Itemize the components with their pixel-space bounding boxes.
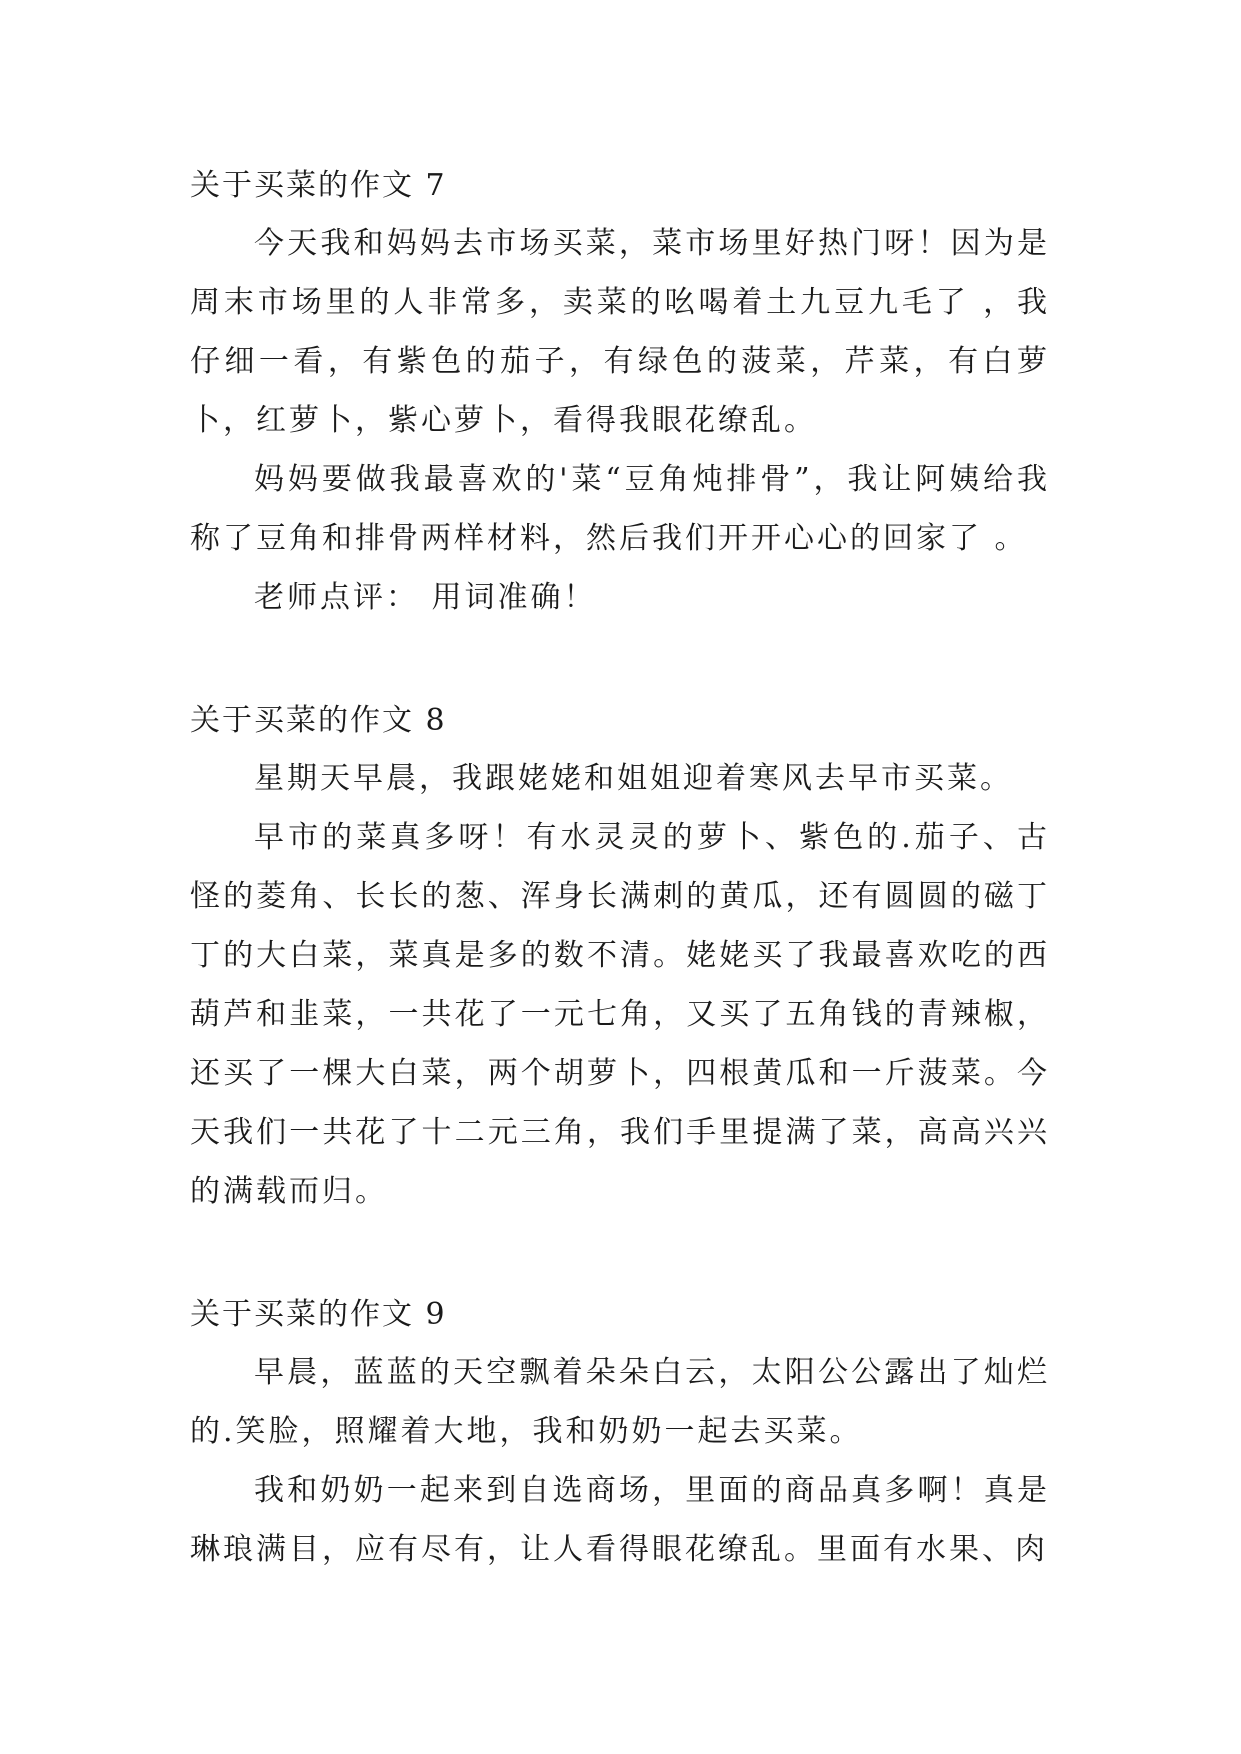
paragraph: 早晨，蓝蓝的天空飘着朵朵白云，太阳公公露出了灿烂的.笑脸，照耀着大地，我和奶奶一起去买菜。 xyxy=(190,1355,1050,1449)
section-title: 关于买菜的作文 8 xyxy=(190,703,447,738)
essay-section-9 xyxy=(190,1287,1050,1579)
section-title: 关于买菜的作文 7 xyxy=(190,168,447,203)
document-page xyxy=(190,158,1050,1579)
paragraph: 妈妈要做我最喜欢的'菜“豆角炖排骨”，我让阿姨给我称了豆角和排骨两样材料，然后我们开开心心的回家了 。 xyxy=(190,462,1050,556)
paragraph: 今天我和妈妈去市场买菜，菜市场里好热门呀！因为是周末市场里的人非常多，卖菜的吆喝着土九豆九毛了 ，我仔细一看，有紫色的茄子，有绿色的菠菜，芹菜，有白萝卜，红萝卜，紫心萝卜，看得我眼花缭乱。 xyxy=(190,226,1050,438)
section-gap xyxy=(190,1221,1050,1287)
essay-section-8 xyxy=(190,693,1050,1221)
paragraph: 早市的菜真多呀！有水灵灵的萝卜、紫色的.茄子、古怪的菱角、长长的葱、浑身长满刺的黄瓜，还有圆圆的磁丁丁的大白菜，菜真是多的数不清。姥姥买了我最喜欢吃的西葫芦和韭菜，一共花了一元七角，又买了五角钱的青辣椒，还买了一棵大白菜，两个胡萝卜，四根黄瓜和一斤菠菜。今天我们一共花了十二元三角，我们手里提满了菜，高高兴兴的满载而归。 xyxy=(190,820,1050,1209)
paragraph: 星期天早晨，我跟姥姥和姐姐迎着寒风去早市买菜。 xyxy=(254,761,1013,796)
paragraph: 我和奶奶一起来到自选商场，里面的商品真多啊！真是琳琅满目，应有尽有，让人看得眼花缭乱。里面有水果、肉 xyxy=(190,1473,1050,1567)
section-gap xyxy=(190,627,1050,693)
essay-section-7 xyxy=(190,158,1050,627)
section-title: 关于买菜的作文 9 xyxy=(190,1297,447,1332)
teacher-comment: 老师点评： 用词准确！ xyxy=(254,580,597,615)
